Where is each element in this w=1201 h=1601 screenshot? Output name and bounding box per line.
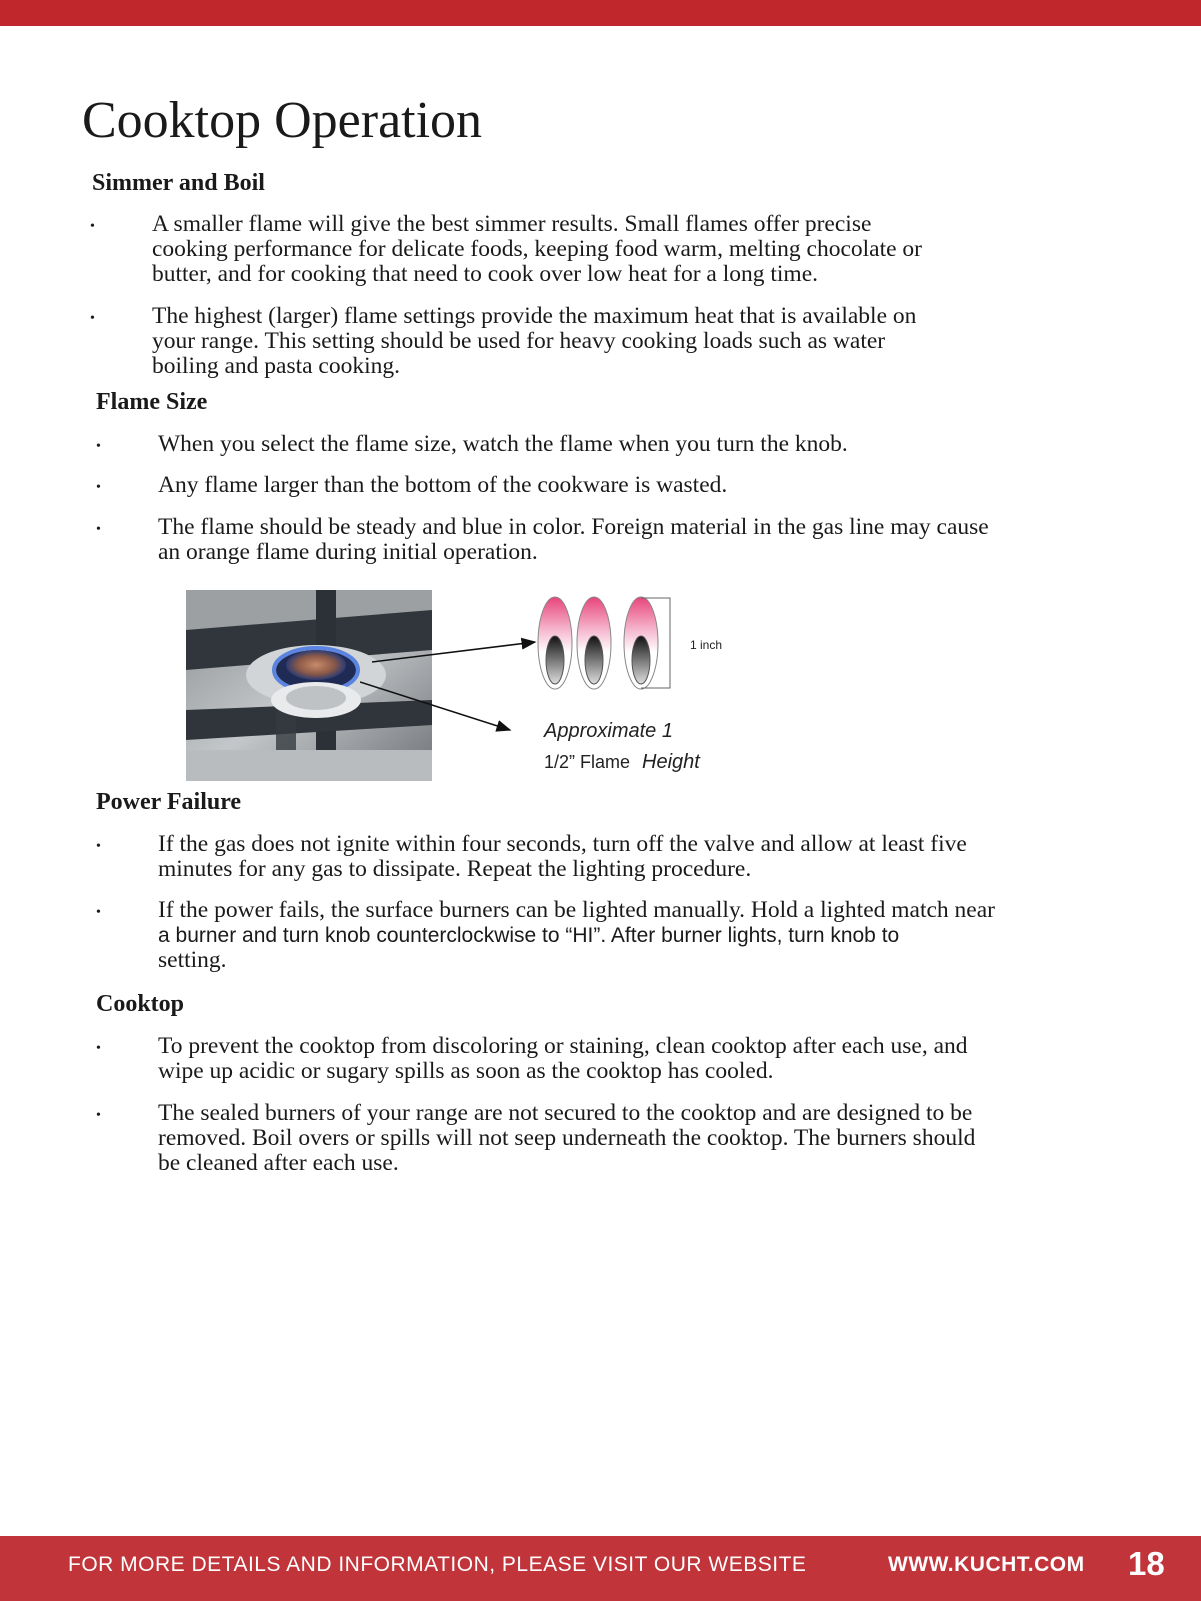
list-item	[96, 1034, 1126, 1090]
bullet-text: When you select the flame size, watch the flame when you turn the knob.	[158, 431, 848, 457]
bullet-text: To prevent the cooktop from discoloring or staining, clean cooktop after each use, and wipe up acidic or sugary spills as soon as the cooktop has cooled.	[158, 1033, 968, 1084]
page-title: Cooktop Operation	[82, 92, 483, 149]
list-item	[96, 832, 1126, 888]
figure-caption-line2: 1/2” Flame Height	[544, 751, 700, 773]
bullet-icon: •	[96, 1041, 101, 1056]
bullet-icon: •	[96, 480, 101, 495]
flame-icon	[538, 597, 572, 689]
dimension-label: 1 inch	[690, 638, 723, 652]
figure-caption: Approximate 1	[544, 720, 673, 742]
bullet-icon: •	[96, 839, 101, 854]
pointer-arrows	[360, 630, 540, 740]
section-heading-flame-size: Flame Size	[96, 389, 208, 415]
bullet-text: The sealed burners of your range are not secured to the cooktop and are designed to be removed. Boil overs or spills will not seep underneath the cooktop. The burners should be cleaned after each use.	[158, 1100, 976, 1176]
bullet-icon: •	[90, 311, 95, 326]
bullet-text: The flame should be steady and blue in color. Foreign material in the gas line may cause an orange flame during initial operation.	[158, 514, 989, 565]
list-item	[96, 515, 1126, 571]
bullet-icon: •	[96, 1108, 101, 1123]
bullet-icon: •	[96, 439, 101, 454]
list-item	[90, 304, 1090, 384]
flame-height-illustration	[528, 588, 708, 698]
bullet-text: The highest (larger) flame settings provide the maximum heat that is available on your range. This setting should be used for heavy cooking loads such as water boiling and pasta cooking.	[152, 303, 917, 379]
bullet-text: If the gas does not ignite within four seconds, turn off the valve and allow at least five minutes for any gas to dissipate. Repeat the lighting procedure.	[158, 831, 967, 882]
list-item	[96, 1101, 1126, 1181]
list-item	[96, 432, 1116, 460]
bullet-icon: •	[90, 219, 95, 234]
arrow-icon	[372, 642, 535, 662]
bullet-icon: •	[96, 905, 101, 920]
arrow-icon	[360, 682, 510, 730]
bullet-text: A smaller flame will give the best simmer results. Small flames offer precise cooking performance for delicate foods, keeping food warm, melting chocolate or butter, and for cooking that need to cook over low heat for a long time.	[152, 211, 922, 287]
bullet-icon: •	[96, 522, 101, 537]
top-accent-bar	[0, 0, 1201, 26]
website-link[interactable]: WWW.KUCHT.COM	[888, 1553, 1085, 1576]
flame-icon	[624, 597, 658, 689]
list-item	[96, 898, 1126, 978]
footer-text: FOR MORE DETAILS AND INFORMATION, PLEASE VISIT OUR WEBSITE	[68, 1553, 807, 1576]
section-heading-cooktop: Cooktop	[96, 991, 185, 1017]
bullet-text: Any flame larger than the bottom of the cookware is wasted.	[158, 472, 728, 498]
bullet-text: If the power fails, the surface burners can be lighted manually. Hold a lighted match near a burner and turn knob counterclockwise to “HI”. After burner lights, turn knob to setting.	[158, 897, 995, 973]
list-item	[96, 473, 1116, 501]
section-heading-simmer-boil: Simmer and Boil	[92, 170, 265, 196]
section-heading-power-failure: Power Failure	[96, 789, 242, 815]
flame-icon	[577, 597, 611, 689]
page-number: 18	[1128, 1545, 1165, 1582]
list-item	[90, 212, 1090, 292]
